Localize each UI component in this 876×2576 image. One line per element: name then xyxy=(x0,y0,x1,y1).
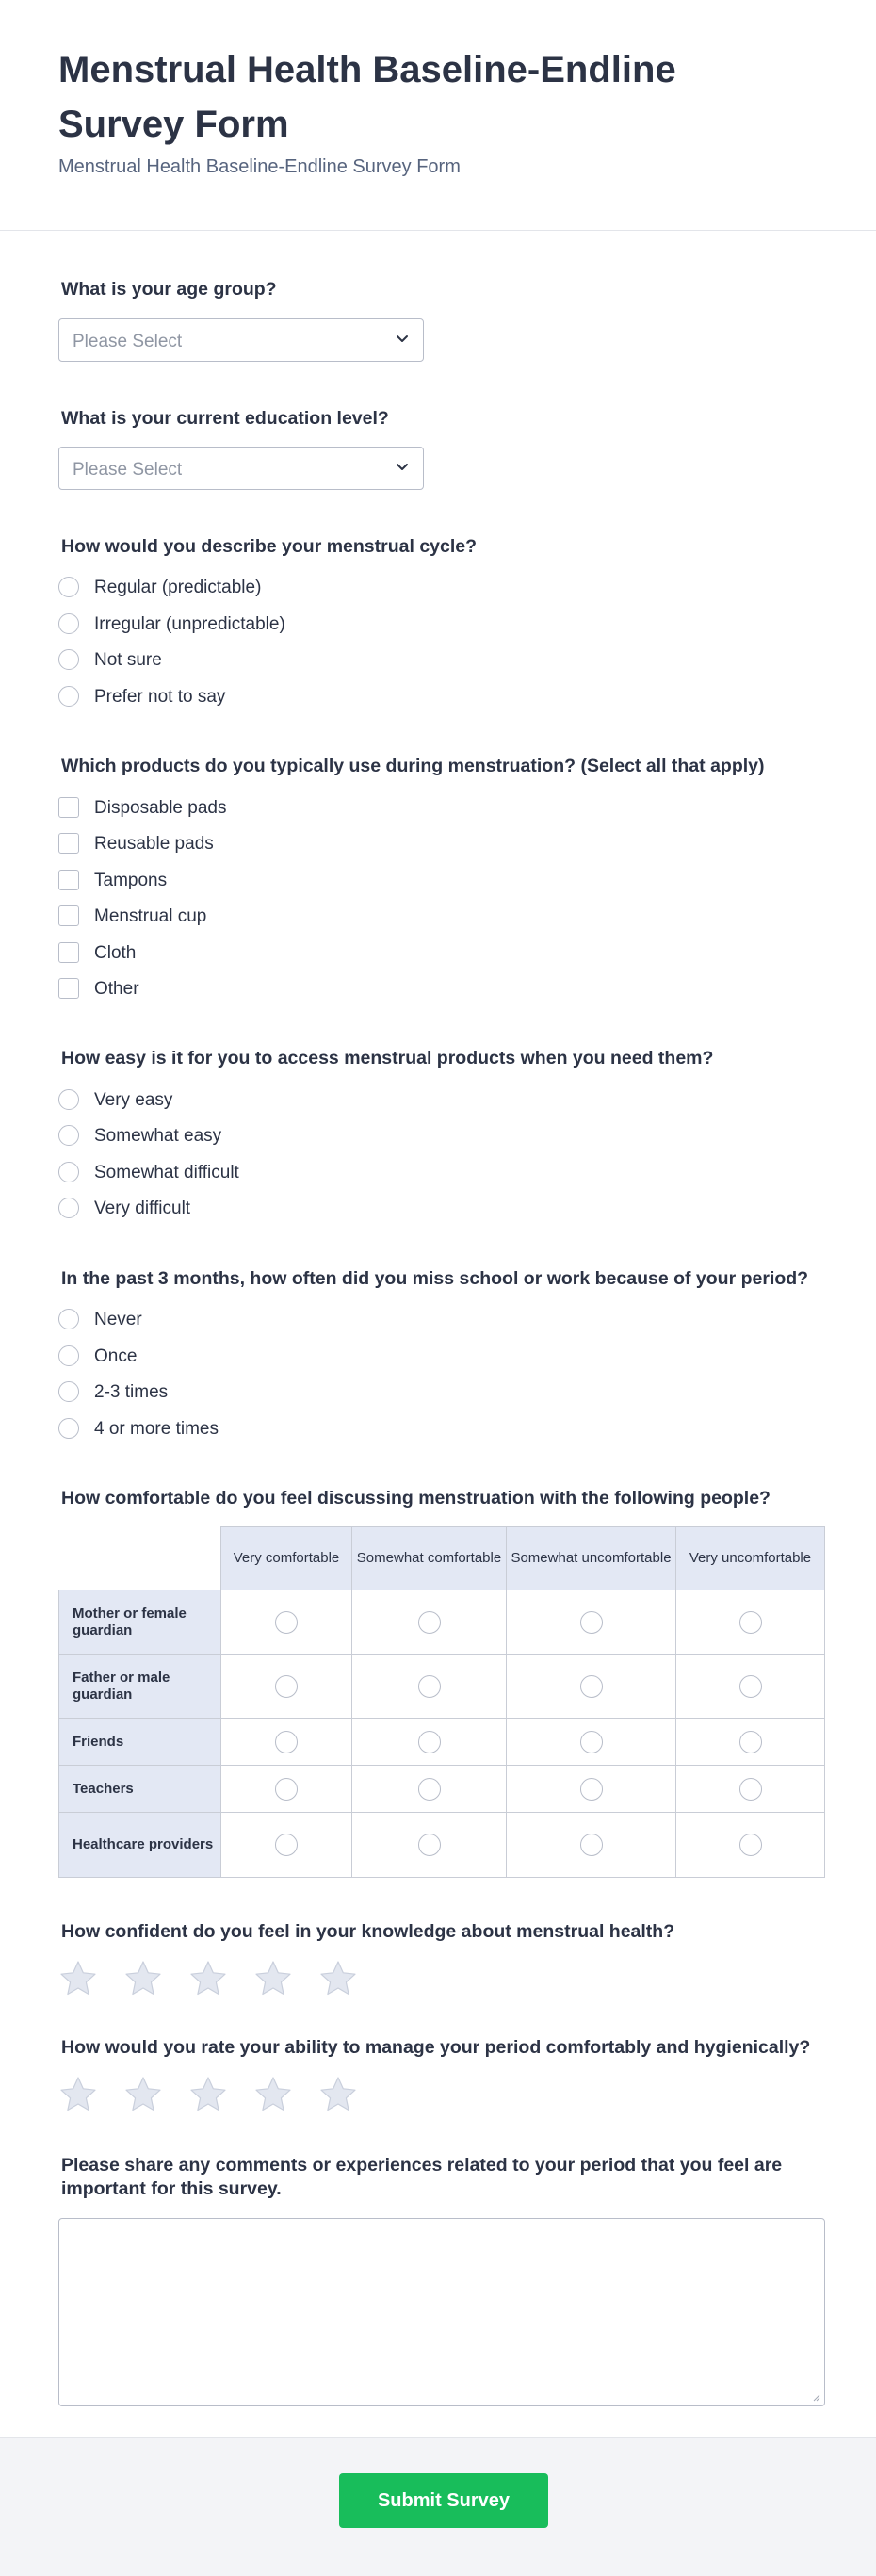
matrix-cell xyxy=(220,1590,352,1655)
manage-question-label: How would you rate your ability to manage your period comfortably and hygienically? xyxy=(61,2037,811,2058)
option-label: Very easy xyxy=(94,1090,173,1110)
radio-button[interactable] xyxy=(418,1834,441,1856)
matrix-cell xyxy=(220,1812,352,1878)
radio-button[interactable] xyxy=(58,649,79,670)
option-label: Very difficult xyxy=(94,1198,191,1218)
matrix-row-label: Healthcare providers xyxy=(58,1812,221,1878)
radio-button[interactable] xyxy=(739,1778,762,1801)
radio-button[interactable] xyxy=(580,1731,603,1753)
option-label: Once xyxy=(94,1346,138,1366)
radio-button[interactable] xyxy=(739,1675,762,1698)
radio-button[interactable] xyxy=(580,1834,603,1856)
checkbox[interactable] xyxy=(58,797,79,818)
matrix-row-label: Teachers xyxy=(58,1765,221,1813)
option-label: Not sure xyxy=(94,650,162,670)
matrix-cell xyxy=(220,1765,352,1813)
chevron-down-icon xyxy=(393,457,412,476)
radio-button[interactable] xyxy=(58,1198,79,1218)
radio-button[interactable] xyxy=(58,1125,79,1146)
checkbox[interactable] xyxy=(58,833,79,854)
matrix-row-label: Mother or female guardian xyxy=(58,1590,221,1655)
radio-button[interactable] xyxy=(739,1834,762,1856)
radio-button[interactable] xyxy=(580,1675,603,1698)
radio-button[interactable] xyxy=(58,1345,79,1366)
radio-button[interactable] xyxy=(418,1611,441,1634)
star-icon[interactable] xyxy=(253,2075,293,2114)
matrix-cell xyxy=(220,1718,352,1766)
page-subtitle: Menstrual Health Baseline-Endline Survey Form xyxy=(58,156,461,177)
matrix-cell xyxy=(506,1654,676,1719)
option-label: Cloth xyxy=(94,943,137,963)
matrix-cell xyxy=(506,1765,676,1813)
form-header xyxy=(0,0,876,231)
matrix-cell xyxy=(506,1812,676,1878)
matrix-cell xyxy=(506,1590,676,1655)
checkbox[interactable] xyxy=(58,978,79,999)
age-question-label: What is your age group? xyxy=(61,279,277,300)
radio-button[interactable] xyxy=(275,1675,298,1698)
page-title: Menstrual Health Baseline-Endline Survey Form xyxy=(58,49,676,145)
comfort-question-label: How comfortable do you feel discussing menstruation with the following people? xyxy=(61,1488,771,1508)
submit-button[interactable]: Submit Survey xyxy=(339,2473,548,2528)
cycle-question-label: How would you describe your menstrual cycle? xyxy=(61,536,478,557)
star-icon[interactable] xyxy=(188,2075,228,2114)
star-icon[interactable] xyxy=(318,2075,358,2114)
resize-grip-icon[interactable] xyxy=(811,2392,820,2402)
option-label: Tampons xyxy=(94,871,168,890)
option-label: Regular (predictable) xyxy=(94,578,262,597)
radio-button[interactable] xyxy=(58,1309,79,1329)
radio-button[interactable] xyxy=(58,1381,79,1402)
matrix-column-header: Very comfortable xyxy=(220,1526,352,1590)
star-icon[interactable] xyxy=(58,2075,98,2114)
education-select-placeholder: Please Select xyxy=(73,460,183,480)
radio-button[interactable] xyxy=(739,1731,762,1753)
radio-button[interactable] xyxy=(275,1731,298,1753)
star-icon[interactable] xyxy=(188,1959,228,1998)
star-icon[interactable] xyxy=(123,1959,163,1998)
radio-button[interactable] xyxy=(418,1675,441,1698)
checkbox[interactable] xyxy=(58,870,79,890)
option-label: Never xyxy=(94,1310,142,1329)
radio-button[interactable] xyxy=(58,1089,79,1110)
radio-button[interactable] xyxy=(275,1611,298,1634)
matrix-cell xyxy=(351,1718,507,1766)
matrix-cell xyxy=(675,1718,825,1766)
checkbox[interactable] xyxy=(58,942,79,963)
option-label: Irregular (unpredictable) xyxy=(94,614,285,634)
radio-button[interactable] xyxy=(275,1834,298,1856)
radio-button[interactable] xyxy=(58,577,79,597)
option-label: 2-3 times xyxy=(94,1382,169,1402)
option-label: Reusable pads xyxy=(94,834,214,854)
matrix-column-header: Somewhat uncomfortable xyxy=(506,1526,676,1590)
matrix-cell xyxy=(220,1654,352,1719)
matrix-cell xyxy=(675,1812,825,1878)
radio-button[interactable] xyxy=(739,1611,762,1634)
matrix-cell xyxy=(506,1718,676,1766)
missed-question-label: In the past 3 months, how often did you miss school or work because of your period? xyxy=(61,1268,809,1289)
star-icon[interactable] xyxy=(318,1959,358,1998)
option-label: 4 or more times xyxy=(94,1419,219,1439)
star-icon[interactable] xyxy=(253,1959,293,1998)
option-label: Somewhat easy xyxy=(94,1126,222,1146)
matrix-cell xyxy=(351,1654,507,1719)
knowledge-question-label: How confident do you feel in your knowledge about menstrual health? xyxy=(61,1921,675,1942)
matrix-row-label: Father or male guardian xyxy=(58,1654,221,1719)
form-footer xyxy=(0,2437,876,2576)
matrix-cell xyxy=(675,1765,825,1813)
access-question-label: How easy is it for you to access menstrual products when you need them? xyxy=(61,1048,714,1068)
radio-button[interactable] xyxy=(418,1731,441,1753)
radio-button[interactable] xyxy=(580,1611,603,1634)
matrix-column-header: Very uncomfortable xyxy=(675,1526,825,1590)
age-select[interactable] xyxy=(58,318,424,362)
matrix-cell xyxy=(351,1812,507,1878)
option-label: Disposable pads xyxy=(94,798,227,818)
radio-button[interactable] xyxy=(58,1162,79,1182)
radio-button[interactable] xyxy=(580,1778,603,1801)
comfort-matrix xyxy=(58,1526,825,1878)
radio-button[interactable] xyxy=(58,686,79,707)
comments-textarea[interactable] xyxy=(58,2218,825,2406)
matrix-row-label: Friends xyxy=(58,1718,221,1766)
comments-question-label: Please share any comments or experiences related to your period that you feel are important for this survey. xyxy=(61,2155,783,2199)
age-select-placeholder: Please Select xyxy=(73,332,183,351)
matrix-cell xyxy=(351,1765,507,1813)
star-icon[interactable] xyxy=(58,1959,98,1998)
matrix-cell xyxy=(351,1590,507,1655)
matrix-cell xyxy=(675,1654,825,1719)
products-question-label: Which products do you typically use during menstruation? (Select all that apply) xyxy=(61,756,765,776)
radio-button[interactable] xyxy=(418,1778,441,1801)
chevron-down-icon xyxy=(393,329,412,348)
checkbox[interactable] xyxy=(58,905,79,926)
option-label: Prefer not to say xyxy=(94,687,226,707)
education-question-label: What is your current education level? xyxy=(61,408,389,429)
option-label: Somewhat difficult xyxy=(94,1163,239,1182)
matrix-cell xyxy=(675,1590,825,1655)
star-icon[interactable] xyxy=(123,2075,163,2114)
education-select[interactable] xyxy=(58,447,424,490)
radio-button[interactable] xyxy=(58,613,79,634)
matrix-column-header: Somewhat comfortable xyxy=(351,1526,507,1590)
option-label: Menstrual cup xyxy=(94,906,207,926)
radio-button[interactable] xyxy=(275,1778,298,1801)
radio-button[interactable] xyxy=(58,1418,79,1439)
option-label: Other xyxy=(94,979,139,999)
